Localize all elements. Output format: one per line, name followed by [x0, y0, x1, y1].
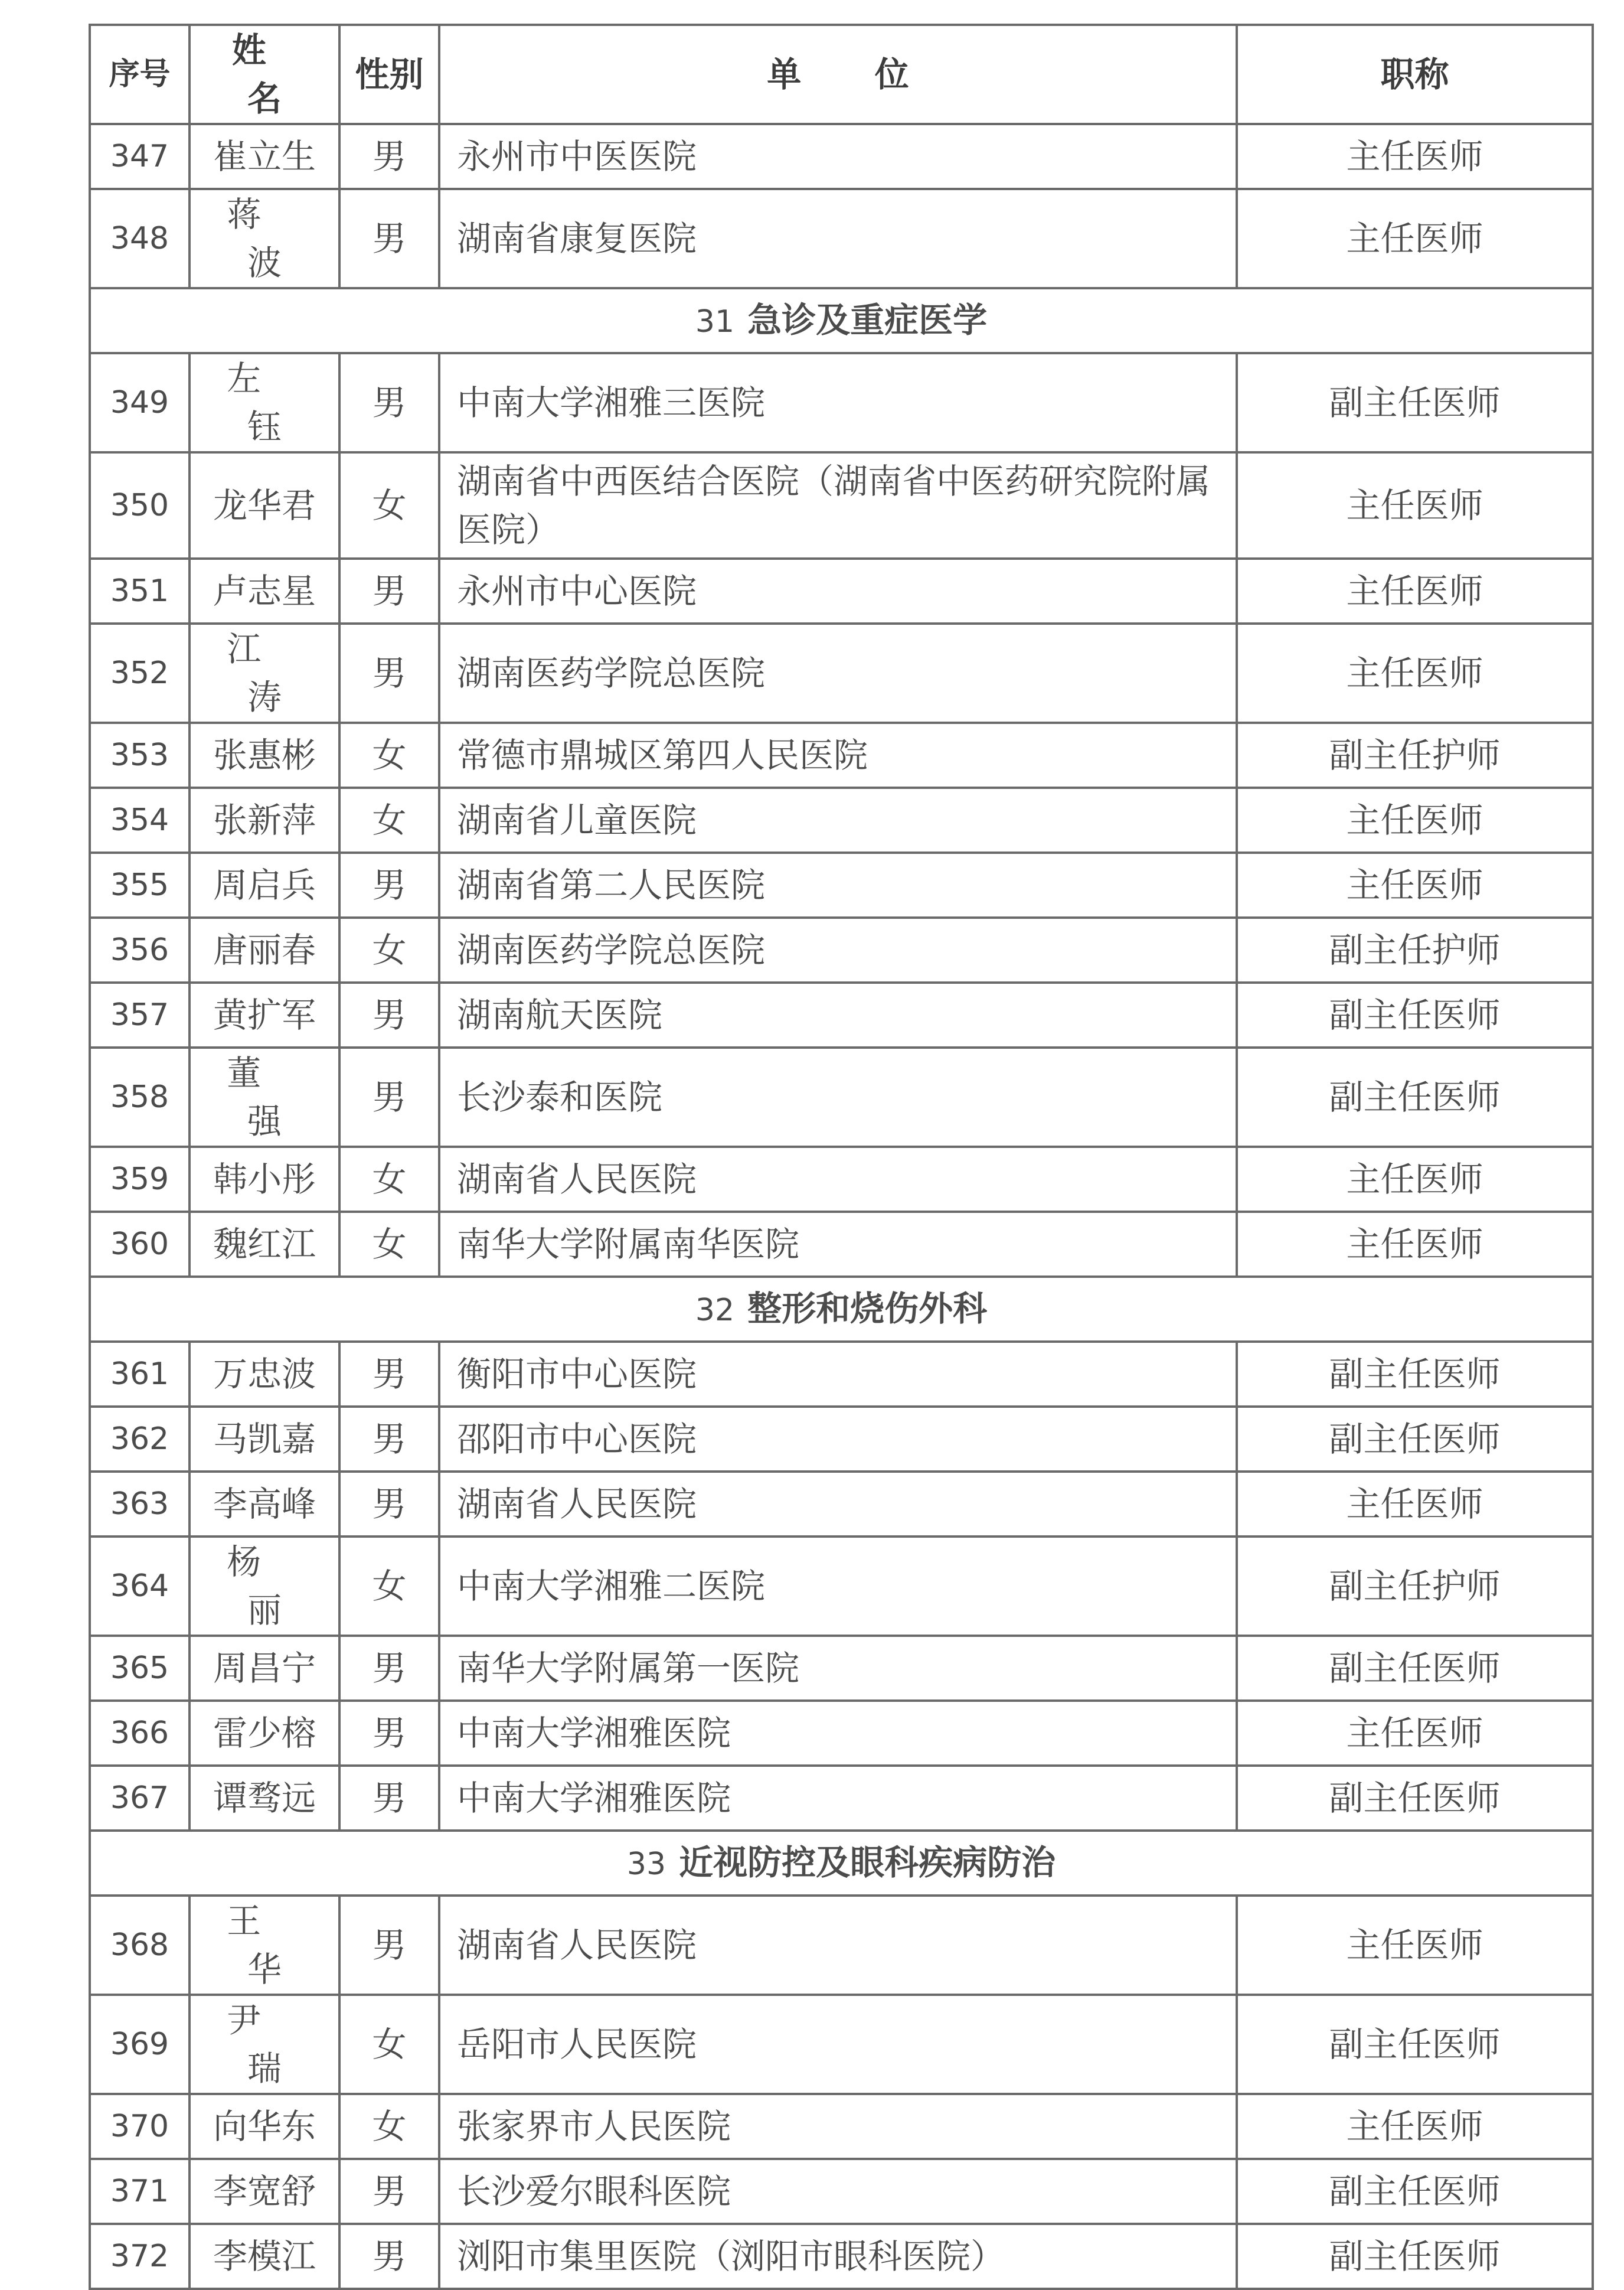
- sex-cell: 女: [339, 788, 439, 853]
- name-cell: 唐丽春: [189, 918, 339, 983]
- unit-cell: 湖南省人民医院: [439, 1896, 1237, 1995]
- unit-cell: 浏阳市集里医院（浏阳市眼科医院）: [439, 2224, 1237, 2289]
- sex-cell: 男: [339, 983, 439, 1048]
- title-cell: 主任医师: [1237, 124, 1593, 189]
- name-cell: 周昌宁: [189, 1636, 339, 1701]
- sex-cell: 女: [339, 1995, 439, 2094]
- title-cell: 副主任医师: [1237, 1636, 1593, 1701]
- name-cell: 李高峰: [189, 1472, 339, 1537]
- name-cell: 万忠波: [189, 1342, 339, 1407]
- name-cell: [189, 353, 339, 452]
- table-row: [90, 853, 1593, 918]
- name-cell: 周启兵: [189, 853, 339, 918]
- unit-cell: 湖南省人民医院: [439, 1472, 1237, 1537]
- section-row: [90, 288, 1593, 353]
- table-row: [90, 2224, 1593, 2289]
- name-cell: [189, 1048, 339, 1147]
- name-cell: 张惠彬: [189, 723, 339, 788]
- name-text: 蒋波: [227, 194, 323, 283]
- title-cell: 副主任医师: [1237, 983, 1593, 1048]
- row-number-cell: 355: [90, 853, 189, 918]
- unit-cell: 邵阳市中心医院: [439, 1407, 1237, 1472]
- table-row: [90, 1472, 1593, 1537]
- name-cell: 李宽舒: [189, 2159, 339, 2224]
- row-number-cell: 370: [90, 2094, 189, 2159]
- row-number-cell: 348: [90, 189, 189, 288]
- unit-cell: 中南大学湘雅三医院: [439, 353, 1237, 452]
- section-title: 急诊及重症医学: [747, 299, 988, 340]
- sex-cell: 男: [339, 1766, 439, 1831]
- title-cell: 主任医师: [1237, 1472, 1593, 1537]
- name-text: 王华: [227, 1901, 323, 1989]
- row-number-cell: 365: [90, 1636, 189, 1701]
- name-text: 江涛: [227, 629, 323, 717]
- section-cell: [90, 288, 1593, 353]
- section-row: [90, 1831, 1593, 1896]
- sex-cell: 男: [339, 1342, 439, 1407]
- row-number-cell: 351: [90, 559, 189, 624]
- title-cell: 副主任护师: [1237, 918, 1593, 983]
- sex-cell: 男: [339, 1472, 439, 1537]
- unit-cell: 长沙泰和医院: [439, 1048, 1237, 1147]
- row-number-cell: 366: [90, 1701, 189, 1766]
- unit-cell: 湖南省儿童医院: [439, 788, 1237, 853]
- table-row: [90, 1636, 1593, 1701]
- title-cell: 副主任医师: [1237, 1407, 1593, 1472]
- header-title: 职称: [1237, 25, 1593, 124]
- table-row: [90, 452, 1593, 559]
- sex-cell: 男: [339, 353, 439, 452]
- table-body: [90, 124, 1593, 2289]
- title-cell: 主任医师: [1237, 1896, 1593, 1995]
- sex-cell: 男: [339, 1407, 439, 1472]
- sex-cell: 男: [339, 1896, 439, 1995]
- title-cell: 主任医师: [1237, 853, 1593, 918]
- sex-cell: 女: [339, 1212, 439, 1277]
- row-number-cell: 360: [90, 1212, 189, 1277]
- table-row: [90, 353, 1593, 452]
- row-number-cell: 371: [90, 2159, 189, 2224]
- title-cell: 主任医师: [1237, 1701, 1593, 1766]
- sex-cell: 男: [339, 2224, 439, 2289]
- table-header-row: [90, 25, 1593, 124]
- section-title: 近视防控及眼科疾病防治: [679, 1842, 1056, 1883]
- name-cell: 龙华君: [189, 452, 339, 559]
- name-cell: 黄扩军: [189, 983, 339, 1048]
- name-cell: 魏红江: [189, 1212, 339, 1277]
- unit-cell: 张家界市人民医院: [439, 2094, 1237, 2159]
- sex-cell: 男: [339, 189, 439, 288]
- title-cell: 主任医师: [1237, 2094, 1593, 2159]
- row-number-cell: 369: [90, 1995, 189, 2094]
- table-row: [90, 918, 1593, 983]
- unit-cell: 长沙爱尔眼科医院: [439, 2159, 1237, 2224]
- row-number-cell: 356: [90, 918, 189, 983]
- table-row: [90, 1342, 1593, 1407]
- sex-cell: 男: [339, 559, 439, 624]
- unit-cell: 衡阳市中心医院: [439, 1342, 1237, 1407]
- name-cell: 谭骛远: [189, 1766, 339, 1831]
- header-unit-text: 单 位: [767, 54, 940, 94]
- row-number-cell: 353: [90, 723, 189, 788]
- title-cell: 副主任医师: [1237, 1048, 1593, 1147]
- row-number-cell: 362: [90, 1407, 189, 1472]
- sex-cell: 女: [339, 723, 439, 788]
- sex-cell: 男: [339, 1048, 439, 1147]
- title-cell: 副主任医师: [1237, 2224, 1593, 2289]
- row-number-cell: 367: [90, 1766, 189, 1831]
- name-cell: 崔立生: [189, 124, 339, 189]
- row-number-cell: 349: [90, 353, 189, 452]
- header-sex: 性别: [339, 25, 439, 124]
- table-row: [90, 1995, 1593, 2094]
- unit-cell: 南华大学附属南华医院: [439, 1212, 1237, 1277]
- unit-cell: 湖南省人民医院: [439, 1147, 1237, 1212]
- personnel-table: [89, 24, 1594, 2290]
- name-cell: 卢志星: [189, 559, 339, 624]
- row-number-cell: 364: [90, 1537, 189, 1636]
- section-title: 整形和烧伤外科: [747, 1288, 988, 1329]
- title-cell: 主任医师: [1237, 559, 1593, 624]
- table-row: [90, 1212, 1593, 1277]
- unit-cell: 南华大学附属第一医院: [439, 1636, 1237, 1701]
- sex-cell: 男: [339, 1701, 439, 1766]
- unit-cell: 湖南省康复医院: [439, 189, 1237, 288]
- unit-cell: 湖南省第二人民医院: [439, 853, 1237, 918]
- title-cell: 副主任护师: [1237, 723, 1593, 788]
- table-row: [90, 124, 1593, 189]
- row-number-cell: 358: [90, 1048, 189, 1147]
- header-unit: [439, 25, 1237, 124]
- section-row: [90, 1277, 1593, 1342]
- sex-cell: 女: [339, 1147, 439, 1212]
- table-row: [90, 1766, 1593, 1831]
- unit-cell: 永州市中医医院: [439, 124, 1237, 189]
- row-number-cell: 372: [90, 2224, 189, 2289]
- unit-cell: 中南大学湘雅医院: [439, 1701, 1237, 1766]
- unit-cell: 湖南航天医院: [439, 983, 1237, 1048]
- section-cell: [90, 1831, 1593, 1896]
- table-row: [90, 1048, 1593, 1147]
- title-cell: 副主任医师: [1237, 1342, 1593, 1407]
- table-row: [90, 1537, 1593, 1636]
- sex-cell: 男: [339, 124, 439, 189]
- table-row: [90, 1701, 1593, 1766]
- title-cell: 副主任医师: [1237, 2159, 1593, 2224]
- name-cell: [189, 189, 339, 288]
- table-row: [90, 983, 1593, 1048]
- table-row: [90, 2094, 1593, 2159]
- title-cell: 副主任医师: [1237, 1995, 1593, 2094]
- header-name-text: 姓 名: [231, 30, 313, 119]
- unit-cell: 永州市中心医院: [439, 559, 1237, 624]
- unit-cell: 湖南医药学院总医院: [439, 918, 1237, 983]
- header-no: 序号: [90, 25, 189, 124]
- title-cell: 主任医师: [1237, 1212, 1593, 1277]
- row-number-cell: 352: [90, 624, 189, 723]
- title-cell: 主任医师: [1237, 788, 1593, 853]
- table-row: [90, 788, 1593, 853]
- row-number-cell: 359: [90, 1147, 189, 1212]
- unit-cell: 中南大学湘雅医院: [439, 1766, 1237, 1831]
- name-cell: 张新萍: [189, 788, 339, 853]
- section-number: 32: [695, 1292, 735, 1328]
- title-cell: 主任医师: [1237, 624, 1593, 723]
- row-number-cell: 363: [90, 1472, 189, 1537]
- name-cell: 马凯嘉: [189, 1407, 339, 1472]
- sex-cell: 女: [339, 2094, 439, 2159]
- title-cell: 副主任护师: [1237, 1537, 1593, 1636]
- unit-cell: 岳阳市人民医院: [439, 1995, 1237, 2094]
- sex-cell: 女: [339, 1537, 439, 1636]
- table-row: [90, 2159, 1593, 2224]
- row-number-cell: 354: [90, 788, 189, 853]
- table-row: [90, 189, 1593, 288]
- sex-cell: 女: [339, 452, 439, 559]
- name-cell: [189, 1896, 339, 1995]
- unit-cell: 湖南医药学院总医院: [439, 624, 1237, 723]
- name-cell: 向华东: [189, 2094, 339, 2159]
- name-cell: 李模江: [189, 2224, 339, 2289]
- name-cell: 韩小彤: [189, 1147, 339, 1212]
- name-cell: [189, 624, 339, 723]
- name-cell: 雷少榕: [189, 1701, 339, 1766]
- row-number-cell: 361: [90, 1342, 189, 1407]
- sex-cell: 女: [339, 918, 439, 983]
- table-row: [90, 559, 1593, 624]
- name-text: 董强: [227, 1053, 323, 1141]
- unit-cell: 常德市鼎城区第四人民医院: [439, 723, 1237, 788]
- section-number: 33: [626, 1846, 666, 1882]
- table-row: [90, 1896, 1593, 1995]
- row-number-cell: 347: [90, 124, 189, 189]
- unit-cell: 中南大学湘雅二医院: [439, 1537, 1237, 1636]
- section-cell: [90, 1277, 1593, 1342]
- row-number-cell: 350: [90, 452, 189, 559]
- name-cell: [189, 1537, 339, 1636]
- sex-cell: 男: [339, 853, 439, 918]
- title-cell: 主任医师: [1237, 189, 1593, 288]
- title-cell: 副主任医师: [1237, 353, 1593, 452]
- title-cell: 副主任医师: [1237, 1766, 1593, 1831]
- name-text: 尹瑞: [227, 2000, 323, 2089]
- unit-cell: 湖南省中西医结合医院（湖南省中医药研究院附属医院）: [439, 452, 1237, 559]
- sex-cell: 男: [339, 1636, 439, 1701]
- name-text: 杨丽: [227, 1542, 323, 1630]
- table-row: [90, 1147, 1593, 1212]
- header-name: [189, 25, 339, 124]
- table-row: [90, 1407, 1593, 1472]
- sex-cell: 男: [339, 624, 439, 723]
- row-number-cell: 368: [90, 1896, 189, 1995]
- table-row: [90, 723, 1593, 788]
- sex-cell: 男: [339, 2159, 439, 2224]
- row-number-cell: 357: [90, 983, 189, 1048]
- title-cell: 主任医师: [1237, 452, 1593, 559]
- section-number: 31: [695, 304, 735, 340]
- name-cell: [189, 1995, 339, 2094]
- table-row: [90, 624, 1593, 723]
- title-cell: 主任医师: [1237, 1147, 1593, 1212]
- name-text: 左钰: [227, 358, 323, 447]
